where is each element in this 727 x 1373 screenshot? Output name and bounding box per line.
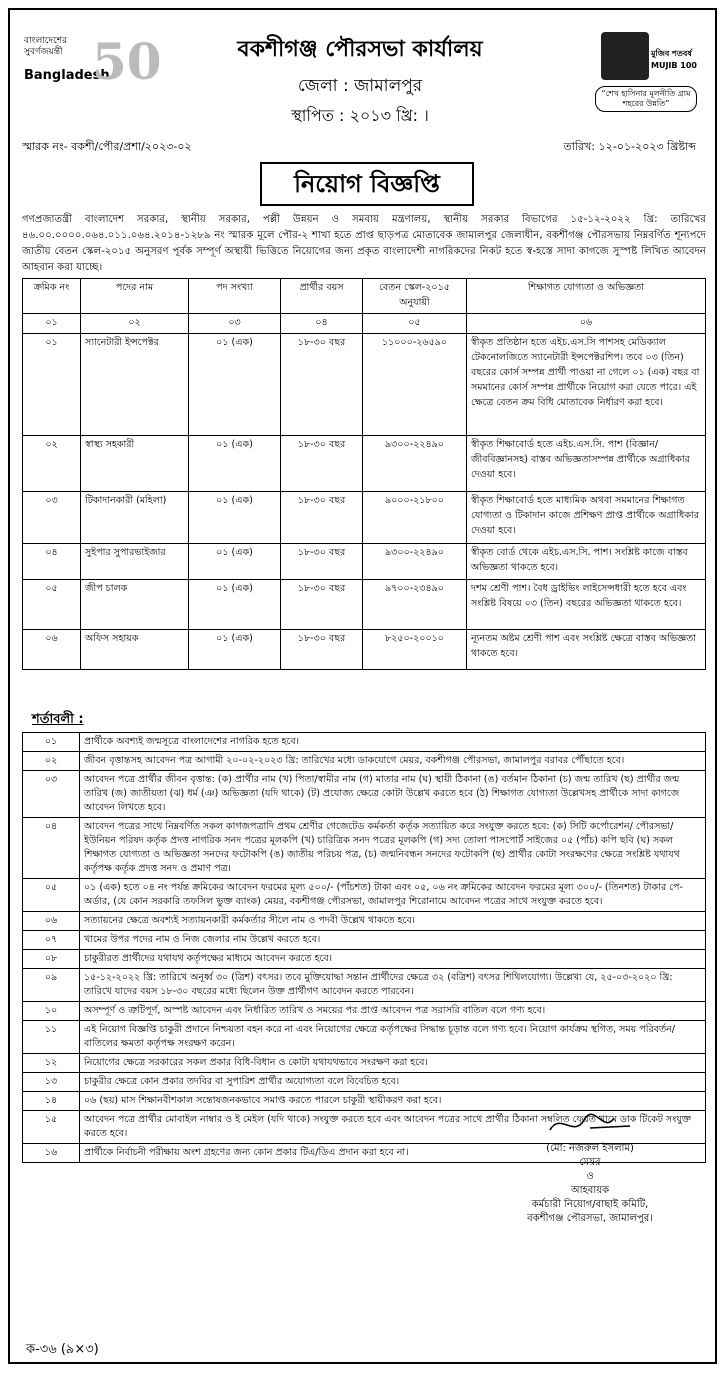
condition-text: প্রার্থীকে অবশ্যই জন্মসূত্রে বাংলাদেশের নাগরিক হতে হবে। — [80, 733, 706, 752]
header-qualification: শিক্ষাগত যোগ্যতা ও অভিজ্ঞতা — [467, 279, 706, 314]
condition-text: আবেদন পত্রে প্রার্থীর জীবন বৃত্তান্ত: (ক) প্রার্থীর নাম (খ) পিতা/স্বামীর নাম (গ) মাতার নাম (ঘ) স্থায়ী ঠিকানা (ঙ) বর্তমান ঠিকানা (চ) জন্ম তারিখ (ছ) প্রার্থীর জন্ম তারিখ (জ) জাতীয়তা (ঝ) ধর্ম (ঞ) অভিজ্ঞতা (যদি থাকে) (ট) প্রযোজ্য ক্ষেত্রে কোটা উল্লেখ করতে হবে (ঠ) শিক্ষাগত যোগ্যতা উল্লেখসহ প্রার্থীকে সাদা কাগজে আবেদন লিখতে হবে। — [80, 771, 706, 818]
cell-post: টিকাদানকারী (মহিলা) — [81, 492, 189, 544]
cell-sl: ০৩ — [23, 492, 81, 544]
cell-qualification: স্বীকৃত প্রতিষ্ঠান হতে এইচ.এস.সি পাশসহ মেডিক্যাল টেকনোলজিতে স্যানেটারী ইন্সপেক্টরশিপ। তবে ০৩ (তিন) বছরের কোর্স সম্পন্ন প্রার্থী পাওয়া না গেলে ০১ (এক) বছর বা সমমানের কোর্স সম্পন্ন প্রার্থীকে নিয়োগ করা যেতে পারে। এই ক্ষেত্রে বেতন ক্রম বিধি মোতাবেক নির্ধারণ করা হবে। — [467, 334, 706, 436]
list-item — [23, 733, 706, 752]
posts-table — [22, 278, 706, 670]
logo-fifty: 50 — [92, 32, 162, 91]
table-row — [23, 334, 706, 436]
condition-text: অসম্পূর্ণ ও ত্রুটিপূর্ণ, অস্পষ্ট আবেদন এবং নির্ধারিত তারিখ ও সময়ের পর প্রাপ্ত আবেদন পত্র সরাসরি বাতিল বলে গণ্য হবে। — [80, 1002, 706, 1021]
condition-text: জীবন বৃত্তান্তসহ আবেদন পত্র আগামী ২০-০২-২০২৩ খ্রি: তারিখের মধ্যে ডাকযোগে মেয়র, বকশীগঞ্জ পৌরসভা, জামালপুর বরাবর পৌঁছাতে হবে। — [80, 752, 706, 771]
posts-header-row — [23, 279, 706, 314]
list-item — [23, 912, 706, 931]
header-count: পদ সংখ্যা — [189, 279, 281, 314]
cell-scale: ৮২৫০-২০০১০ — [363, 630, 467, 670]
cell-sl: ০৬ — [23, 630, 81, 670]
condition-text: প্রার্থীকে নির্বাচনী পরীক্ষায় অংশ গ্রহণের জন্য কোন প্রকার টিএ/ডিএ প্রদান করা হবে না। — [80, 1144, 706, 1163]
cell-age: ১৮-৩০ বছর — [281, 492, 363, 544]
condition-text: নিয়োগের ক্ষেত্রে সরকারের সকল প্রকার বিধি-বিধান ও কোটা যথাযথভাবে সংরক্ষণ করা হবে। — [80, 1054, 706, 1073]
list-item — [23, 1002, 706, 1021]
condition-text: ০৬ (ছয়) মাস শিক্ষানবীশকাল সন্তোষজনকভাবে সমাপ্ত করতে পারলে চাকুরী স্থায়ীকরণ করা হবে। — [80, 1092, 706, 1111]
table-row — [23, 580, 706, 630]
header — [10, 10, 715, 130]
cell-scale: ৯৩০০-২২৪৯০ — [363, 436, 467, 492]
table-row — [23, 436, 706, 492]
cell-qualification: স্বীকৃত শিক্ষাবোর্ড হতে মাধ্যমিক অথবা সমমানের শিক্ষাগত যোগ্যতা ও টিকাদান কাজে প্রশিক্ষণ প্রাপ্ত প্রার্থীকে অগ্রাধিকার দেওয়া হবে। — [467, 492, 706, 544]
condition-text: চাকুরীর ক্ষেত্রে কোন প্রকার তদবির বা সুপারিশ প্রার্থীর অযোগ্যতা বলে বিবেচিত হবে। — [80, 1073, 706, 1092]
office-name: বকশীগঞ্জ পৌরসভা কার্যালয় — [237, 37, 483, 62]
cell-count: ০১ (এক) — [189, 630, 281, 670]
signature-block — [480, 1108, 700, 1226]
cell-sl: ০৫ — [23, 580, 81, 630]
cell-sl: ০২ — [23, 436, 81, 492]
header-post: পদের নাম — [81, 279, 189, 314]
posts-colnum-row — [23, 314, 706, 334]
colnum: ০৫ — [363, 314, 467, 334]
cell-qualification: দশম শ্রেণী পাশ। বৈধ ড্রাইভিং লাইসেন্সধারী হতে হবে এবং সংশ্লিষ্ট বিষয়ে ০৩ (তিন) বছরের অভিজ্ঞতা থাকতে হবে। — [467, 580, 706, 630]
list-item — [23, 752, 706, 771]
golden-jubilee-logo — [20, 32, 162, 102]
cell-scale: ৯৭০০-২৩৪৯০ — [363, 580, 467, 630]
cell-post: অফিস সহায়ক — [81, 630, 189, 670]
colnum: ০৬ — [467, 314, 706, 334]
condition-number: ১৩ — [23, 1073, 80, 1092]
colnum: ০৩ — [189, 314, 281, 334]
condition-text: আবেদন পত্রে প্রার্থীর মোবাইল নাম্বার ও ই মেইল (যদি থাকে) সংযুক্ত করতে হবে এবং আবেদন পত্রের সাথে প্রার্থীর ঠিকানা সম্বলিত ফেরত খামে ডাক টিকেট সংযুক্ত করতে হবে। — [80, 1111, 706, 1144]
table-row — [23, 630, 706, 670]
signer-and: ও — [586, 1171, 594, 1182]
cell-age: ১৮-৩০ বছর — [281, 436, 363, 492]
signer-office: বকশীগঞ্জ পৌরসভা, জামালপুর। — [527, 1213, 653, 1224]
signer-committee: কর্মচারী নিয়োগ/বাছাই কমিটি, — [531, 1199, 649, 1210]
condition-number: ১২ — [23, 1054, 80, 1073]
list-item — [23, 950, 706, 969]
condition-number: ০৪ — [23, 818, 80, 879]
cell-post: সুইপার সুপারভাইজার — [81, 544, 189, 580]
condition-number: ০৬ — [23, 912, 80, 931]
list-item — [23, 969, 706, 1002]
cell-scale: ১১০০০-২৬৫৯০ — [363, 334, 467, 436]
cell-sl: ০৪ — [23, 544, 81, 580]
list-item — [23, 771, 706, 818]
condition-number: ০২ — [23, 752, 80, 771]
intro-paragraph: গণপ্রজাতন্ত্রী বাংলাদেশ সরকার, স্থানীয় সরকার, পল্লী উন্নয়ন ও সমবায় মন্ত্রণালয়, স্থানীয় সরকার বিভাগের ১৫-১২-২০২২ খ্রি: তারিখের ৪৬.০০.০০০০.০৬৪.০১১.০৬৪.২০১৪-১২৮৯ নং স্মারক মূলে পৌর-২ শাখা হতে প্রাপ্ত ছাড়পত্র মোতাবেক জামালপুর জেলাধীন, বকশীগঞ্জ পৌরসভায় নিম্নবর্ণিত শূন্যপদে জাতীয় বেতন স্কেল-২০১৫ অনুসরণ পূর্বক সম্পূর্ণ অস্থায়ী ভিত্তিতে নিয়োগের জন্য প্রকৃত বাংলাদেশী নাগরিকদের নিকট হতে স্ব-হস্তে সাদা কাগজে সুস্পষ্ট লিখিত আবেদন আহবান করা যাচ্ছে। — [22, 214, 706, 273]
cell-qualification: স্বীকৃত বোর্ড থেকে এইচ.এস.সি. পাশ। সংশ্লিষ্ট কাজে বাস্তব অভিজ্ঞতা থাকতে হবে। — [467, 544, 706, 580]
condition-number: ০৩ — [23, 771, 80, 818]
condition-number: ০৯ — [23, 969, 80, 1002]
cell-age: ১৮-৩০ বছর — [281, 580, 363, 630]
header-sl: ক্রমিক নং — [23, 279, 81, 314]
condition-number: ০৮ — [23, 950, 80, 969]
cell-post: জীপ চালক — [81, 580, 189, 630]
cell-scale: ৯৩০০-২২৪৯০ — [363, 544, 467, 580]
memo-date: তারিখ: ১২-০১-২০২৩ খ্রিষ্টাব্দ — [563, 140, 696, 153]
condition-number: ০৫ — [23, 879, 80, 912]
list-item — [23, 931, 706, 950]
logo-text-2: সুবর্ণজয়ন্তী — [24, 47, 63, 57]
condition-number: ০১ — [23, 733, 80, 752]
memo-number: স্মারক নং- বকশী/পৌর/প্রশা/২০২৩-০২ — [22, 140, 192, 153]
slogan: “শেখ হাসিনার মূলনীতি গ্রাম শহরের উন্নতি” — [595, 86, 697, 112]
office-title-block — [170, 32, 550, 130]
list-item — [23, 1054, 706, 1073]
condition-text: আবেদন পত্রের সাথে নিম্নবর্ণিত সকল কাগজপত্রাদি প্রথম শ্রেণীর গেজেটেড কর্মকর্তা কর্তৃক সত্যায়িত করে সংযুক্ত করতে হবে: (ক) সিটি কর্পোরেশন/ পৌরসভা/ইউনিয়ন পরিষদ কর্তৃক প্রদত্ত নাগরিক সনদ পত্রের মূলকপি (খ) চারিত্রিক সনদ পত্রের মূলকপি (গ) সদ্য তোলা পাসপোর্ট সাইজের ০৫ (পাঁচ) কপি ছবি (ঘ) সকল শিক্ষাগত যোগ্যতা ও অভিজ্ঞতা সনদের ফটোকপি (ঙ) জাতীয় পরিচয় পত্র, (চ) জন্মনিবন্ধন সনদের ফটোকপি (ছ) প্রার্থীর কোটা সংরক্ষণের ক্ষেত্রে সংশ্লিষ্ট যথাযথ কর্তৃপক্ষ কর্তৃক প্রদত্ত সনদ ও প্রমাণ পত্র। — [80, 818, 706, 879]
conditions-table — [22, 732, 706, 1163]
condition-number: ১৬ — [23, 1144, 80, 1163]
cell-age: ১৮-৩০ বছর — [281, 630, 363, 670]
header-age: প্রার্থীর বয়স — [281, 279, 363, 314]
cell-scale: ৯০০০-২১৮০০ — [363, 492, 467, 544]
cell-count: ০১ (এক) — [189, 436, 281, 492]
cell-post: স্বাস্থ্য সহকারী — [81, 436, 189, 492]
list-item — [23, 879, 706, 912]
list-item — [23, 1073, 706, 1092]
table-row — [23, 544, 706, 580]
logo-text-1: বাংলাদেশের — [24, 36, 68, 46]
cell-count: ০১ (এক) — [189, 580, 281, 630]
cell-count: ০১ (এক) — [189, 334, 281, 436]
mujib-text: মুজিব শতবর্ষ — [651, 49, 692, 58]
cell-sl: ০১ — [23, 334, 81, 436]
condition-text: খামের উপর পদের নাম ও নিজ জেলার নাম উল্লেখ করতে হবে। — [80, 931, 706, 950]
colnum: ০২ — [81, 314, 189, 334]
logo-country: Bangladesh — [24, 68, 110, 83]
colnum: ০১ — [23, 314, 81, 334]
condition-text: সত্যায়নের ক্ষেত্রে অবশ্যই সত্যায়নকারী কর্মকর্তার সীলে নাম ও পদবী উল্লেখ থাকতে হবে। — [80, 912, 706, 931]
cell-qualification: ন্যূনতম অষ্টম শ্রেণী পাশ এবং সংশ্লিষ্ট ক্ষেত্রে বাস্তব অভিজ্ঞতা থাকতে হবে। — [467, 630, 706, 670]
signature-image — [480, 1108, 700, 1142]
established: স্থাপিত : ২০১৩ খ্রি: । — [291, 106, 429, 125]
cell-post: স্যানেটারী ইন্সপেক্টর — [81, 334, 189, 436]
condition-text: ১৫-১২-২০২২ খ্রি: তারিখে অনূর্ধ্ব ৩০ (ত্রিশ) বৎসর। তবে মুক্তিযোদ্ধা সন্তান প্রার্থীদের ক্ষেত্রে ৩২ (বত্রিশ) বৎসর শিথিলযোগ্য। উল্লেখ্য যে, ২৫-০৩-২০২০ খ্রি: তারিখে যাদের বয়স ১৮-৩০ বছরের মধ্যে ছিলেন উক্ত প্রার্থীগণ আবেদন করতে পারবেন। — [80, 969, 706, 1002]
condition-number: ১৫ — [23, 1111, 80, 1144]
district: জেলা : জামালপুর — [297, 76, 423, 96]
signer-role: আহবায়ক — [570, 1185, 610, 1196]
condition-number: ১৪ — [23, 1092, 80, 1111]
condition-text: চাকুরীরত প্রার্থীদের যথাযথ কর্তৃপক্ষের মাধ্যমে আবেদন করতে হবে। — [80, 950, 706, 969]
cell-count: ০১ (এক) — [189, 544, 281, 580]
conditions-title: শর্তাবলী : — [32, 712, 84, 727]
cell-qualification: স্বীকৃত শিক্ষাবোর্ড হতে এইচ.এস.সি. পাশ (বিজ্ঞান/জীববিজ্ঞানসহ) বাস্তব অভিজ্ঞতাসম্পন্ন প্রার্থীকে অগ্রাধিকার দেওয়া হবে। — [467, 436, 706, 492]
footer-code: ক-৩৬ (৯×৩) — [26, 1342, 99, 1357]
cell-age: ১৮-৩০ বছর — [281, 544, 363, 580]
list-item — [23, 818, 706, 879]
signer-name: (মো: নজরুল ইসলাম) — [546, 1143, 634, 1154]
condition-text: ০১ (এক) হতে ০৪ নং পর্যন্ত ক্রমিকের আবেদন ফরমের মূল্য ৫০০/- (পাঁচশত) টাকা এবং ০৫, ০৬ নং ক্রমিকের আবেদন ফরমের মূল্য ৩০০/- (তিনশত) টাকার পে-অর্ডার, (যে কোন সরকারি তফসিল ভুক্ত ব্যাংক) মেয়র, বকশীগঞ্জ পৌরসভা, জামালপুর শিরোনামে আবেদন পত্রের সাথে সংযুক্ত করতে হবে। — [80, 879, 706, 912]
colnum: ০৪ — [281, 314, 363, 334]
condition-number: ১০ — [23, 1002, 80, 1021]
condition-number: ০৭ — [23, 931, 80, 950]
condition-text: এই নিয়োগ বিজ্ঞপ্তি চাকুরী প্রদানে নিশ্চয়তা বহন করে না এবং নিয়োগের ক্ষেত্রে কর্তৃপক্ষের সিদ্ধান্ত চূড়ান্ত বলে গণ্য হবে। নিয়োগ কার্যক্রম স্থগিত, সময় পরিবর্তন/বাতিলের ক্ষমতা কর্তৃপক্ষ সংরক্ষণ করেন। — [80, 1021, 706, 1054]
portrait-image — [601, 32, 649, 80]
notice-title: নিয়োগ বিজ্ঞপ্তি — [260, 162, 474, 206]
signer-title: মেয়র — [579, 1157, 601, 1168]
header-scale: বেতন স্কেল-২০১৫ অনুযায়ী — [363, 279, 467, 314]
mujib-100-logo — [591, 28, 701, 114]
cell-age: ১৮-৩০ বছর — [281, 334, 363, 436]
cell-count: ০১ (এক) — [189, 492, 281, 544]
memo-row — [22, 138, 702, 157]
table-row — [23, 492, 706, 544]
condition-number: ১১ — [23, 1021, 80, 1054]
notice-page — [8, 8, 717, 1364]
list-item — [23, 1021, 706, 1054]
mujib-100-text: MUJIB 100 — [651, 61, 697, 70]
